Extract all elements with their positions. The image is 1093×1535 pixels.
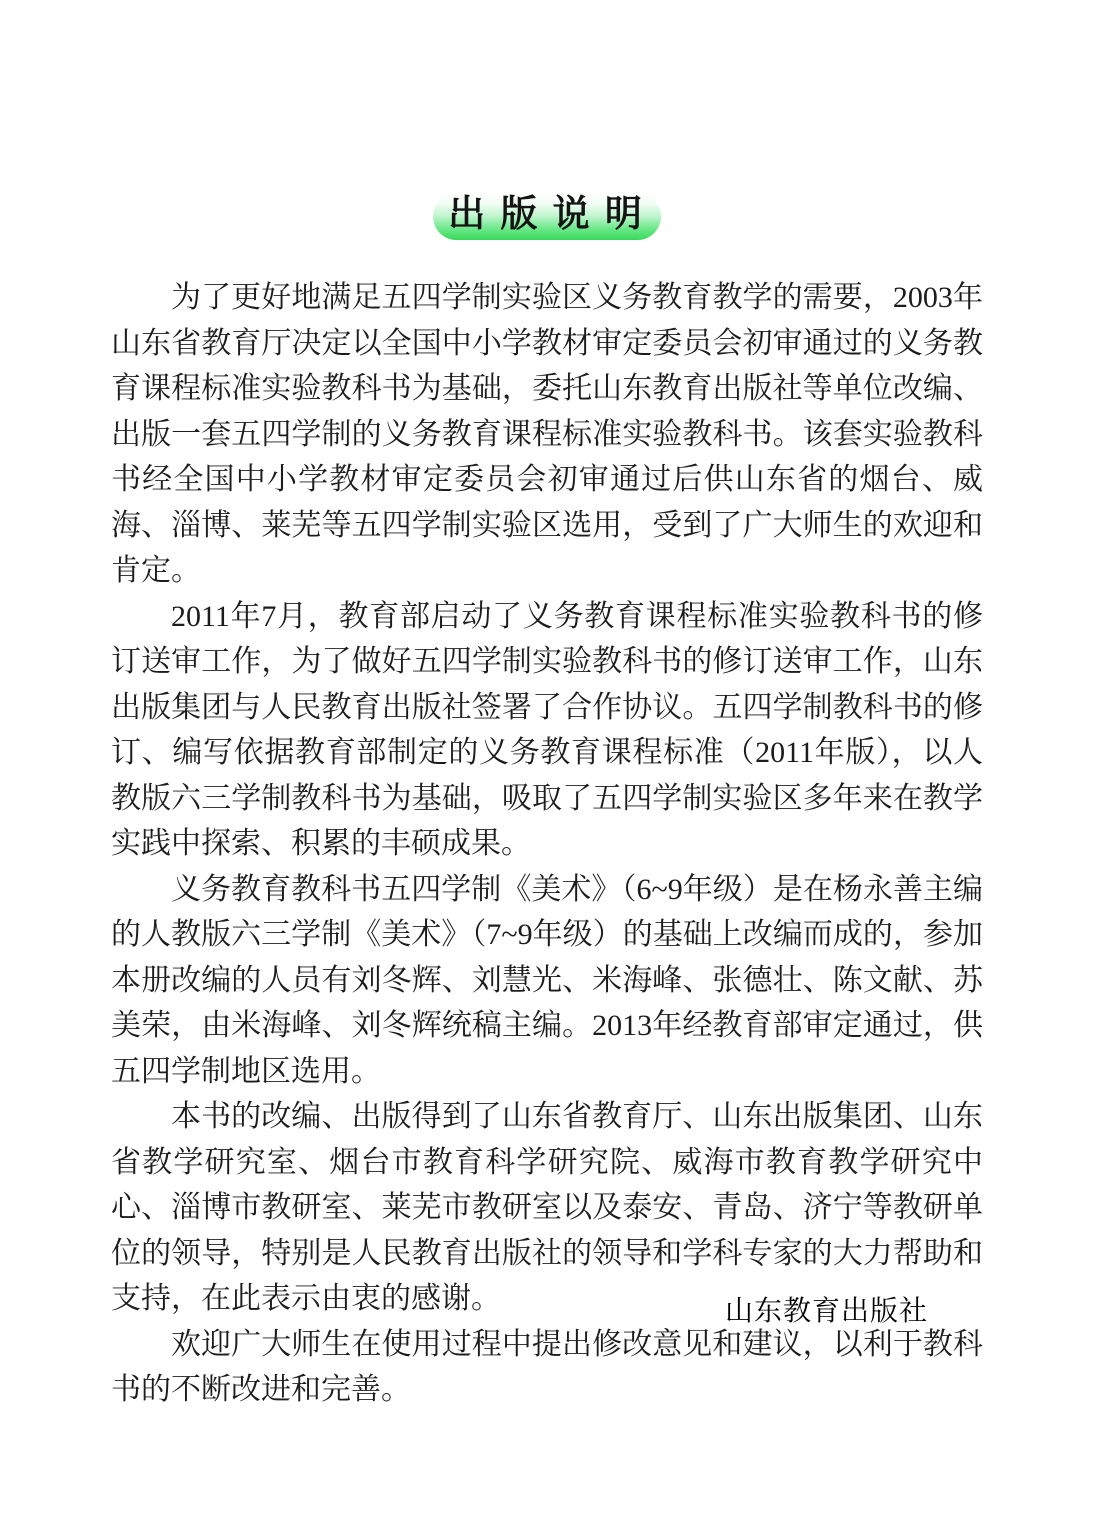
paragraph-1: 为了更好地满足五四学制实验区义务教育教学的需要，2003年山东省教育厅决定以全国中小学教材审定委员会初审通过的义务教育课程标准实验教科书为基础，委托山东教育出版社等单位改编、出版一套五四学制的义务教育课程标准实验教科书。该套实验教科书经全国中小学教材审定委员会初审通过后供山东省的烟台、威海、淄博、莱芜等五四学制实验区选用，受到了广大师生的欢迎和肯定。 [111, 281, 983, 587]
page-title: 出 版 说 明 [448, 194, 645, 235]
paragraph-5: 欢迎广大师生在使用过程中提出修改意见和建议，以利于教科书的不断改进和完善。 [111, 1327, 983, 1406]
body-text [111, 275, 983, 1413]
paragraph-2: 2011年7月，教育部启动了义务教育课程标准实验教科书的修订送审工作，为了做好五四学制实验教科书的修订送审工作，山东出版集团与人民教育出版社签署了合作协议。五四学制教科书的修订、编写依据教育部制定的义务教育课程标准（2011年版），以人教版六三学制教科书为基础，吸取了五四学制实验区多年来在教学实践中探索、积累的丰硕成果。 [111, 599, 983, 860]
publisher-signature: 山东教育出版社 [724, 1295, 928, 1326]
page-title-banner [433, 193, 661, 240]
paragraph-4: 本书的改编、出版得到了山东省教育厅、山东出版集团、山东省教学研究室、烟台市教育科学研究院、威海市教育教学研究中心、淄博市教研室、莱芜市教研室以及泰安、青岛、济宁等教研单位的领导，特别是人民教育出版社的领导和学科专家的大力帮助和支持，在此表示由衷的感谢。 [111, 1100, 983, 1315]
paragraph-3: 义务教育教科书五四学制《美术》（6~9年级）是在杨永善主编的人教版六三学制《美术》（7~9年级）的基础上改编而成的，参加本册改编的人员有刘冬辉、刘慧光、米海峰、张德壮、陈文献、苏美荣，由米海峰、刘冬辉统稿主编。2013年经教育部审定通过，供五四学制地区选用。 [111, 872, 983, 1088]
